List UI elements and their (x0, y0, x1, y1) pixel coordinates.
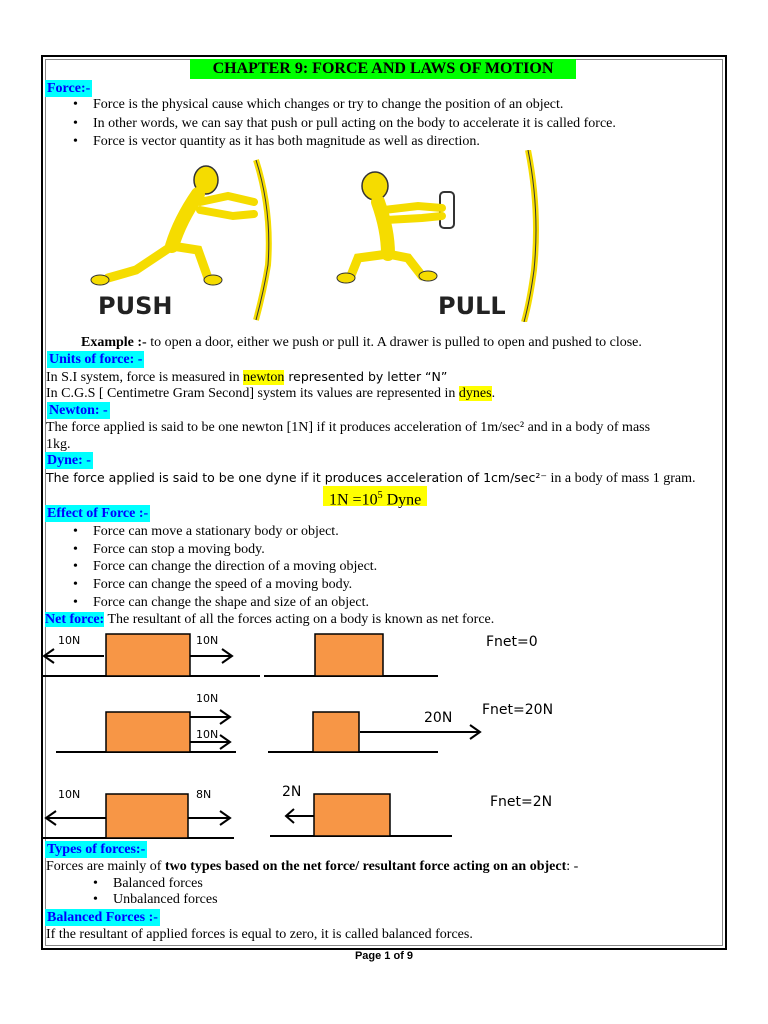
effect-heading: Effect of Force :- (47, 506, 149, 521)
newton-line-1: The force applied is said to be one newton [1N] if it produces acceleration of 1m/sec² and in a body of mass (46, 420, 651, 435)
newton-line-2: 1kg. (46, 437, 71, 452)
svg-text:10N: 10N (58, 788, 81, 801)
units-heading: Units of force: - (49, 352, 143, 367)
units-cgs-line: In C.G.S [ Centimetre Gram Second] system its values are represented in dynes. (46, 386, 496, 401)
dyne-line: The force applied is said to be one dyne if it produces acceleration of 1cm/sec²⁻ in a body of mass 1 gram. (46, 470, 696, 486)
types-intro: Forces are mainly of two types based on the net force/ resultant force acting on an object: - (46, 859, 579, 874)
block-row3-right (314, 794, 390, 836)
block-row1-right (315, 634, 383, 676)
balanced-text: If the resultant of applied forces is equal to zero, it is called balanced forces. (46, 927, 473, 942)
types-bullet-2: • Unbalanced forces (93, 892, 218, 907)
push-label: PUSH (98, 292, 173, 320)
net-force-diagrams (42, 628, 622, 842)
svg-text:Fnet=0: Fnet=0 (486, 634, 538, 650)
effect-bullet-4: • Force can change the speed of a moving body. (73, 577, 353, 592)
svg-text:10N: 10N (196, 692, 219, 705)
force-heading: Force:- (47, 81, 91, 96)
net-force-line: Net force: The resultant of all the forces acting on a body is known as net force. (45, 612, 495, 627)
pull-label: PULL (438, 292, 506, 320)
effect-bullet-3: • Force can change the direction of a moving object. (73, 559, 378, 574)
types-bullet-1: • Balanced forces (93, 876, 203, 891)
dyne-equation: $1N =10^5$ Dyne (323, 486, 427, 506)
newton-heading: Newton: - (49, 403, 108, 418)
push-pull-figure (88, 150, 543, 322)
effect-bullet-1: • Force can move a stationary body or object. (73, 524, 339, 539)
svg-text:2N: 2N (282, 784, 302, 800)
svg-text:10N: 10N (58, 634, 81, 647)
block-row3-left (106, 794, 188, 838)
dyne-heading: Dyne: - (47, 453, 91, 468)
balanced-heading: Balanced Forces :- (47, 910, 158, 925)
units-si-line: In S.I system, force is measured in newton represented by letter “N” (46, 369, 448, 385)
block-row2-right (313, 712, 359, 752)
effect-bullet-2: • Force can stop a moving body. (73, 542, 265, 557)
svg-text:Fnet=20N: Fnet=20N (482, 702, 554, 718)
block-row2-left (106, 712, 190, 752)
pull-illustration (337, 150, 536, 322)
block-row1-left (106, 634, 190, 676)
push-illustration (91, 160, 269, 320)
force-bullet-2: • In other words, we can say that push or pull acting on the body to accelerate it is called force. (73, 116, 616, 131)
svg-text:8N: 8N (196, 788, 212, 801)
svg-text:20N: 20N (424, 710, 453, 726)
force-bullet-3: • Force is vector quantity as it has both magnitude as well as direction. (73, 134, 480, 149)
example-line: Example :- to open a door, either we push or pull it. A drawer is pulled to open and pushed to close. (81, 335, 642, 350)
svg-text:10N: 10N (196, 728, 219, 741)
page-footer: Page 1 of 9 (354, 950, 414, 962)
page-title: CHAPTER 9: FORCE AND LAWS OF MOTION (190, 59, 576, 79)
svg-text:10N: 10N (196, 634, 219, 647)
types-heading: Types of forces:- (47, 842, 146, 857)
effect-bullet-5: • Force can change the shape and size of an object. (73, 595, 369, 610)
force-bullet-1: • Force is the physical cause which changes or try to change the position of an object. (73, 97, 564, 112)
svg-text:Fnet=2N: Fnet=2N (490, 794, 553, 810)
